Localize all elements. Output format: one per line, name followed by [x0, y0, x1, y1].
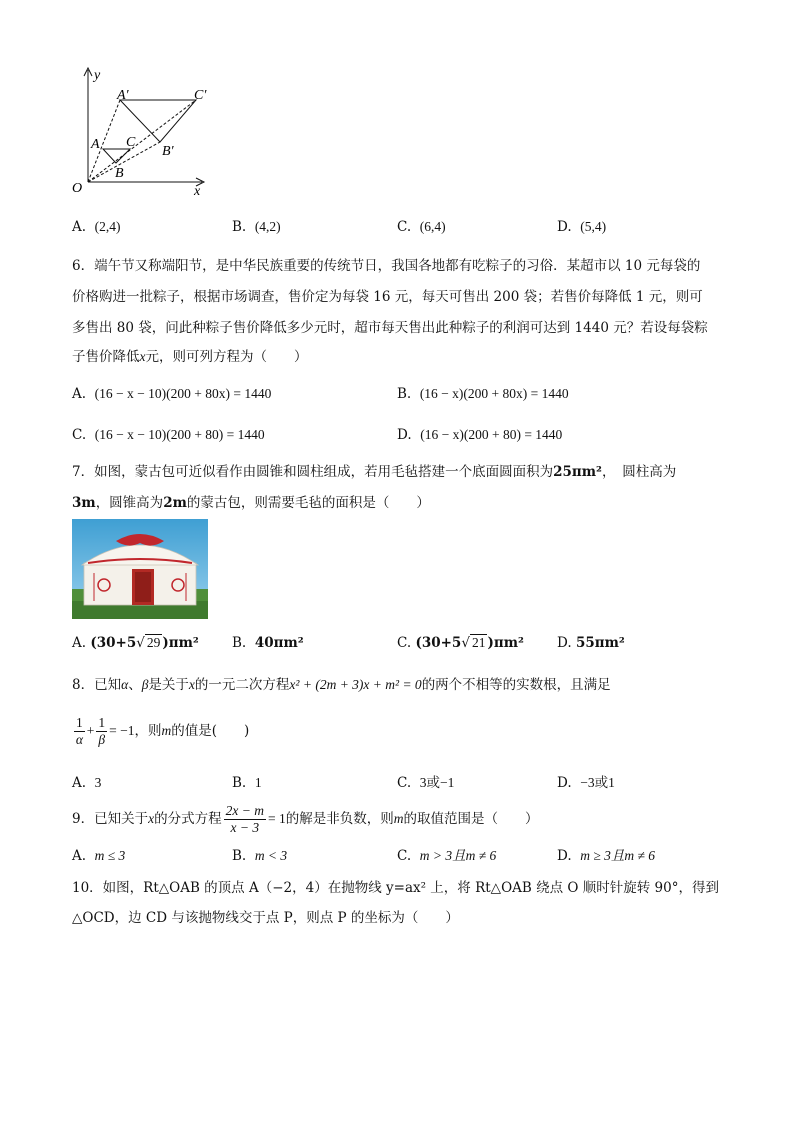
q6-line-2: 价格购进一批粽子，根据市场调查，售价定为每袋 16 元，每天可售出 200 袋；若售价每降低 1 元，则可	[72, 289, 703, 305]
q8-line-1: 8．已知α、β是关于x的一元二次方程x² + (2m + 3)x + m² = 0的两个不相等的实数根，且满足	[72, 677, 611, 693]
fraction-equation: $\frac{2x - m}{x - 3}$	[225, 803, 264, 835]
q6-option-a: A. (16 − x − 10)(200 + 80x) = 1440	[72, 386, 272, 402]
q9-option-a: A. m ≤ 3	[72, 848, 126, 864]
fraction-1-over-alpha: $\frac{1}{\alpha}$	[75, 715, 83, 747]
q8-option-c: C. 3或−1	[397, 775, 455, 791]
label-o: O	[72, 181, 83, 196]
label-x: x	[194, 184, 201, 199]
q5-option-a: A. (2,4)	[72, 219, 121, 235]
q9-option-b: B. m < 3	[232, 848, 288, 864]
q7-option-a: A. (30+5√ 29 )πm²	[72, 635, 199, 651]
coordinate-figure	[68, 64, 228, 199]
q10-line-1: 10．如图，Rt△OAB 的顶点 A（−2，4）在抛物线 y=ax² 上，将 Rt△OAB 绕点 O 顺时针旋转 90°，得到	[72, 880, 719, 896]
q8-line-2: $\frac{1}{\alpha}$ + $\frac{1}{\beta}$ = −1，则m的值是( )	[75, 715, 250, 747]
q7-option-d: D. 55πm²	[557, 635, 625, 651]
q7-line-2: 3m，圆锥高为2m的蒙古包，则需要毛毡的面积是（ ）	[72, 495, 430, 511]
q6-line-1: 6．端午节又称端阳节，是中华民族重要的传统节日，我国各地都有吃粽子的习俗．某超市以 10 元每袋的	[72, 258, 701, 274]
q8-option-d: D. −3或1	[557, 775, 615, 791]
q6-option-d: D. (16 − x)(200 + 80) = 1440	[397, 427, 563, 443]
q7-option-b: B. 40πm²	[232, 635, 304, 651]
q10-line-2: △OCD，边 CD 与该抛物线交于点 P，则点 P 的坐标为（ ）	[72, 910, 459, 926]
q7-line-1: 7．如图，蒙古包可近似看作由圆锥和圆柱组成，若用毛毡搭建一个底面圆面积为25πm²， 圆柱高为	[72, 464, 677, 480]
label-a: A	[91, 137, 100, 152]
q8-option-b: B. 1	[232, 775, 262, 791]
q6-line-4: 子售价降低x元，则可列方程为（ ）	[72, 349, 308, 365]
q7-option-c: C. (30+5√ 21 )πm²	[397, 635, 524, 651]
label-b-prime: B′	[162, 144, 174, 159]
yurt-photo	[72, 519, 208, 619]
label-c: C	[126, 135, 136, 150]
q8-option-a: A. 3	[72, 775, 102, 791]
fraction-1-over-beta: $\frac{1}{\beta}$	[98, 715, 106, 747]
q5-option-d: D. (5,4)	[557, 219, 607, 235]
q6-line-3: 多售出 80 袋，问此种粽子售价降低多少元时，超市每天售出此种粽子的利润可达到 1440 元？若设每袋粽	[72, 320, 708, 336]
q6-option-b: B. (16 − x)(200 + 80x) = 1440	[397, 386, 569, 402]
dashed-line-oc	[88, 100, 196, 182]
q9-line-1: 9．已知关于x的分式方程 $\frac{2x - m}{x - 3}$ = 1的解是非负数，则m的取值范围是（ ）	[72, 803, 539, 835]
label-a-prime: A′	[117, 88, 129, 103]
label-c-prime: C′	[194, 88, 207, 103]
label-b: B	[115, 166, 124, 181]
label-y: y	[94, 68, 101, 83]
q9-option-d: D. m ≥ 3且m ≠ 6	[557, 848, 656, 864]
q5-option-b: B. (4,2)	[232, 219, 281, 235]
q5-option-c: C. (6,4)	[397, 219, 446, 235]
q9-option-c: C. m > 3且m ≠ 6	[397, 848, 497, 864]
q6-option-c: C. (16 − x − 10)(200 + 80) = 1440	[72, 427, 265, 443]
